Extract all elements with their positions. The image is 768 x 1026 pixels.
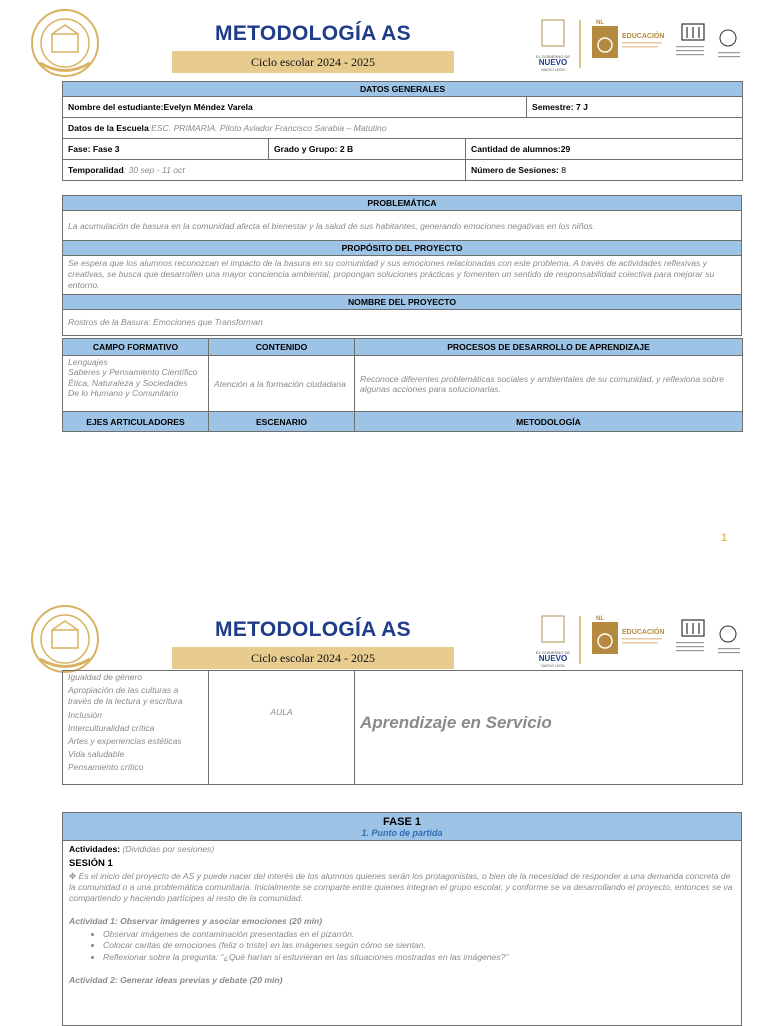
nuevo-leon-logo-text: NUEVO [538, 654, 568, 663]
phase-1-section [62, 812, 742, 1026]
page-title: METODOLOGÍA AS [215, 618, 411, 641]
list-item: Pensamiento crítico [68, 762, 144, 773]
phase-title: FASE 1 [383, 816, 421, 828]
list-item: Saberes y Pensamiento Científico [68, 367, 198, 378]
svg-text:NUEVO LEÓN: NUEVO LEÓN [541, 664, 565, 668]
list-item: • Observar imágenes de contaminación presentadas en el pizarrón. [103, 929, 735, 940]
activity-title: Actividad 2: Generar ideas previas y debate (20 min) [69, 974, 283, 985]
phase-subtitle: 1. Punto de partida [361, 828, 443, 838]
escenario-heading: ESCENARIO [209, 412, 355, 432]
phase-field: Fase: Fase 3 [63, 139, 269, 160]
school-seal-icon [30, 8, 100, 78]
activity-title: Actividad 1: Observar imágenes y asociar emociones (20 min) [69, 916, 323, 927]
grade-field: Grado y Grupo: 2 B [269, 139, 466, 160]
svg-text:NL: NL [596, 616, 604, 622]
section-heading: DATOS GENERALES [63, 82, 743, 97]
list-item: • Colocar caritas de emociones (feliz o triste) en las imágenes según cómo se sientan. [103, 940, 735, 951]
project-name-text: Rostros de la Basura: Emociones que Transforman [63, 309, 742, 335]
government-logos [536, 614, 746, 670]
svg-text:EL GOBIERNO DE: EL GOBIERNO DE [536, 650, 571, 655]
list-item: Apropiación de las culturas a través de la lectura y escritura [68, 685, 183, 707]
semester-field: Semestre: 7 J [527, 97, 743, 118]
problem-text: La acumulación de basura en la comunidad afecta el bienestar y la salud de sus habitantes, generando emociones negativas en los niños. [63, 211, 742, 241]
campo-list [63, 356, 209, 412]
list-item: Igualdad de género [68, 672, 143, 682]
general-data-table [62, 81, 743, 181]
escenario-text: AULA [209, 671, 355, 785]
purpose-heading: PROPÓSITO DEL PROYECTO [63, 241, 742, 256]
ejes-heading: EJES ARTICULADORES [63, 412, 209, 432]
axes-table [62, 670, 743, 785]
metodologia-text: Aprendizaje en Servicio [355, 671, 743, 785]
list-item: De lo Humano y Comunitario [68, 387, 179, 398]
school-seal-icon [30, 604, 100, 674]
nuevo-leon-logo-text: NUEVO [538, 58, 568, 67]
phase-1-header [63, 813, 741, 841]
campo-heading: CAMPO FORMATIVO [63, 339, 209, 356]
school-cycle-banner: Ciclo escolar 2024 - 2025 [172, 647, 454, 669]
project-table [62, 195, 742, 336]
svg-text:NL: NL [596, 20, 604, 26]
page-number: 1 [721, 532, 728, 544]
list-item: Lenguajes [68, 357, 108, 367]
list-item: Inclusión [68, 709, 102, 720]
diamond-bullet-icon: ✥ [69, 870, 79, 881]
session-title: SESIÓN 1 [69, 858, 113, 870]
list-item: Vida saludable [68, 749, 125, 760]
list-item: Interculturalidad crítica [68, 722, 155, 733]
activities-line: Actividades: (Divididas por sesiones) [69, 844, 215, 854]
project-name-heading: NOMBRE DEL PROYECTO [63, 294, 742, 309]
svg-text:EL GOBIERNO DE: EL GOBIERNO DE [536, 54, 571, 59]
government-logos [536, 18, 746, 74]
student-name-field: Nombre del estudiante:Evelyn Méndez Varela [63, 97, 527, 118]
contenido-text: Atención a la formación ciudadana [209, 356, 355, 412]
svg-text:NUEVO LEÓN: NUEVO LEÓN [541, 68, 565, 72]
educacion-logo-text: EDUCACIÓN [622, 33, 665, 40]
session-text: ✥ Es el inicio del proyecto de AS y puede nacer del interés de los alumnos quienes serán los protagonistas, o bien de la necesidad de responder a una demanda concreta de la comunidad o a una problemática comunitaria. Inicialmente se comparte entre quienes integran el grupo escolar, y conforme se va desarrollando el proyecto, entonces se va compartiendo y haciendo partícipes al resto de la comunidad. [69, 870, 733, 903]
phase-1-body [63, 841, 741, 989]
problem-heading: PROBLEMÁTICA [63, 196, 742, 211]
list-item: Ética, Naturaleza y Sociedades [68, 377, 188, 388]
page-title: METODOLOGÍA AS [215, 22, 411, 45]
curriculum-table [62, 338, 743, 432]
students-count-field: Cantidad de alumnos:29 [466, 139, 743, 160]
temporality-field: Temporalidad: 30 sep - 11 oct [63, 160, 466, 181]
school-field: Datos de la Escuela:ESC. PRIMARIA. Piloto Aviador Francisco Sarabia – Matutino [63, 118, 743, 139]
metodologia-heading: METODOLOGÍA [355, 412, 743, 432]
educacion-logo-text: EDUCACIÓN [622, 629, 665, 636]
ejes-list [63, 671, 209, 785]
activity-list [93, 929, 735, 963]
contenido-heading: CONTENIDO [209, 339, 355, 356]
list-item: • Reflexionar sobre la pregunta: "¿Qué harían si estuvieran en las situaciones mostradas en las imágenes?" [103, 952, 735, 963]
school-cycle-banner: Ciclo escolar 2024 - 2025 [172, 51, 454, 73]
purpose-text: Se espera que los alumnos reconozcan el impacto de la basura en su comunidad y sus emociones relacionadas con este problema. A través de actividades reflexivas y creativas, se busca que desarrollen una mayor conciencia ambiental, propongan soluciones prácticas y fomenten un sentido de responsabilidad colectiva para mejorar su entorno. [63, 256, 742, 295]
procesos-heading: PROCESOS DE DESARROLLO DE APRENDIZAJE [355, 339, 743, 356]
procesos-text: Reconoce diferentes problemáticas sociales y ambientales de su comunidad, y reflexiona sobre algunas acciones para solucionarlas. [355, 356, 743, 412]
list-item: Artes y experiencias estéticas [68, 735, 182, 746]
sessions-field: Número de Sesiones: 8 [466, 160, 743, 181]
